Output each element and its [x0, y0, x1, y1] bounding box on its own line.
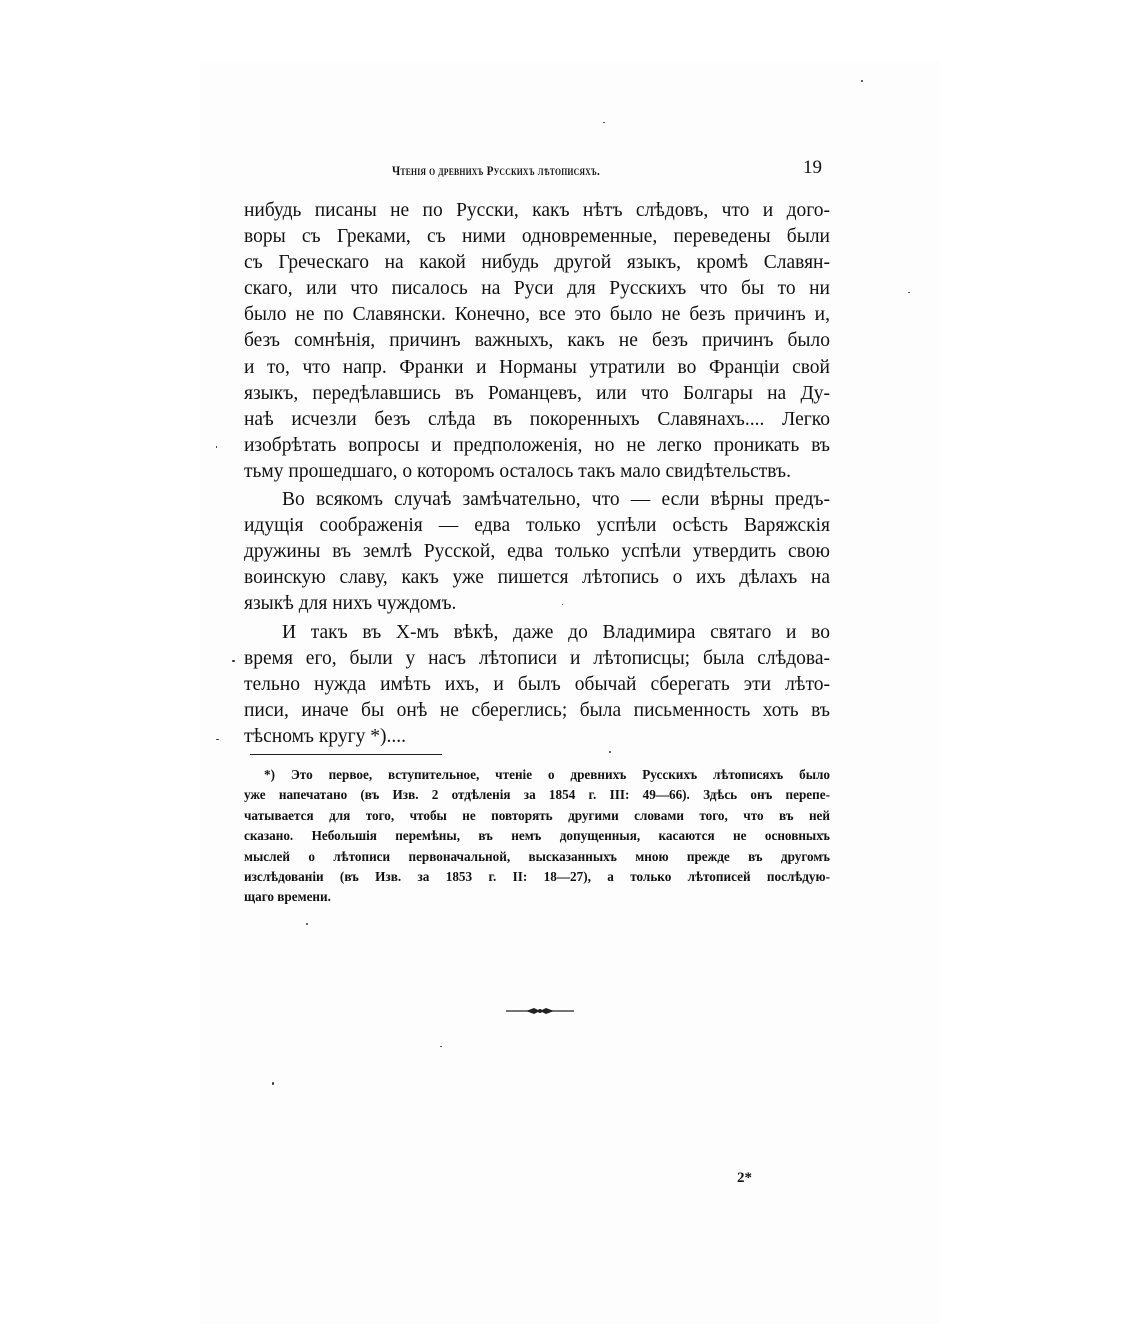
text-line: тельно нужда имѣть ихъ, и былъ обычай сберегать эти лѣто-	[244, 673, 830, 695]
body-text	[244, 198, 830, 750]
scan-speck	[908, 292, 910, 293]
text-line: писи, иначе бы онѣ не сбереглись; была письменность хоть въ	[244, 699, 830, 721]
paragraph-2	[244, 487, 830, 617]
footnote-line: *) Это первое, вступительное, чтеніе о древнихъ Русскихъ лѣтописяхъ было	[264, 767, 830, 782]
footnote-rule	[250, 754, 442, 755]
end-ornament-icon	[504, 1003, 576, 1019]
text-line: Во всякомъ случаѣ замѣчательно, что — если вѣрны предъ-	[282, 489, 830, 511]
text-line: дружины въ землѣ Русской, едва только успѣли утвердить свою	[244, 541, 830, 563]
text-line: языкъ, передѣлавшись въ Романцевъ, или что Болгары на Ду-	[244, 382, 830, 404]
footnote-line: сказано. Небольшія перемѣны, въ немъ допущенныя, касаются не основныхъ	[244, 828, 830, 844]
scan-speck	[272, 1082, 274, 1085]
footnote-line: мыслей о лѣтописи первоначальной, высказанныхъ мною прежде въ другомъ	[244, 848, 830, 864]
scan-speck	[861, 80, 863, 82]
text-line: съ Греческаго на какой нибудь другой языкъ, кромѣ Славян-	[244, 252, 830, 274]
text-line: языкѣ для нихъ чуждомъ.	[244, 593, 457, 615]
footnote-line: чатывается для того, чтобы не повторять другими словами того, что въ ней	[244, 807, 830, 823]
text-line: идущія соображенія — едва только успѣли осѣсть Варяжскія	[244, 515, 830, 537]
text-line: изобрѣтать вопросы и предположенія, но не легко проникать въ	[244, 434, 830, 456]
paragraph-1	[244, 198, 830, 485]
paragraph-3	[244, 620, 830, 750]
text-line: воры съ Греками, съ ними одновременные, переведены были	[244, 226, 830, 248]
scan-speck	[232, 660, 235, 662]
footnote	[244, 765, 830, 908]
text-line: тьму прошедшаго, о которомъ осталось такъ мало свидѣтельствъ.	[244, 460, 791, 482]
scan-speck	[609, 751, 611, 753]
text-line: наѣ исчезли безъ слѣда въ покоренныхъ Славянахъ.... Легко	[244, 408, 830, 430]
footnote-line: уже напечатано (въ Изв. 2 отдѣленія за 1854 г. III: 49—66). Здѣсь онъ перепе-	[244, 787, 830, 803]
footnote-line: щаго времени.	[244, 889, 331, 905]
page-number: 19	[803, 157, 822, 178]
scan-speck	[440, 1046, 442, 1047]
running-head	[392, 157, 832, 181]
text-line: воинскую славу, какъ уже пишется лѣтопись о ихъ дѣлахъ на	[244, 567, 830, 589]
text-line: нибудь писаны не по Русски, какъ нѣтъ слѣдовъ, что и дого-	[244, 200, 830, 221]
scan-speck	[603, 122, 605, 123]
text-line: было не по Славянски. Конечно, все это было не безъ причинъ и,	[244, 304, 830, 326]
text-line: И такъ въ X-мъ вѣкѣ, даже до Владимира святаго и во	[282, 621, 830, 643]
footnote-line: изслѣдованіи (въ Изв. за 1853 г. II: 18—27), а только лѣтописей послѣдую-	[244, 869, 830, 885]
scan-speck	[562, 604, 563, 605]
text-line: тѣсномъ кругу *)....	[244, 725, 406, 747]
signature-mark: 2*	[737, 1170, 752, 1186]
scan-speck	[306, 923, 308, 925]
text-line: скаго, или что писалось на Руси для Русскихъ что бы то ни	[244, 278, 830, 300]
running-title: Чтенія о древнихъ Русскихъ лѣтописяхъ.	[392, 163, 600, 178]
text-line: безъ сомнѣнія, причинъ важныхъ, какъ не безъ причинъ было	[244, 330, 830, 352]
scan-speck	[216, 446, 217, 448]
text-line: время его, были у насъ лѣтописи и лѣтописцы; была слѣдова-	[244, 647, 830, 669]
text-line: и то, что напр. Франки и Норманы утратили во Франціи свой	[244, 356, 830, 378]
scan-speck	[216, 739, 219, 740]
